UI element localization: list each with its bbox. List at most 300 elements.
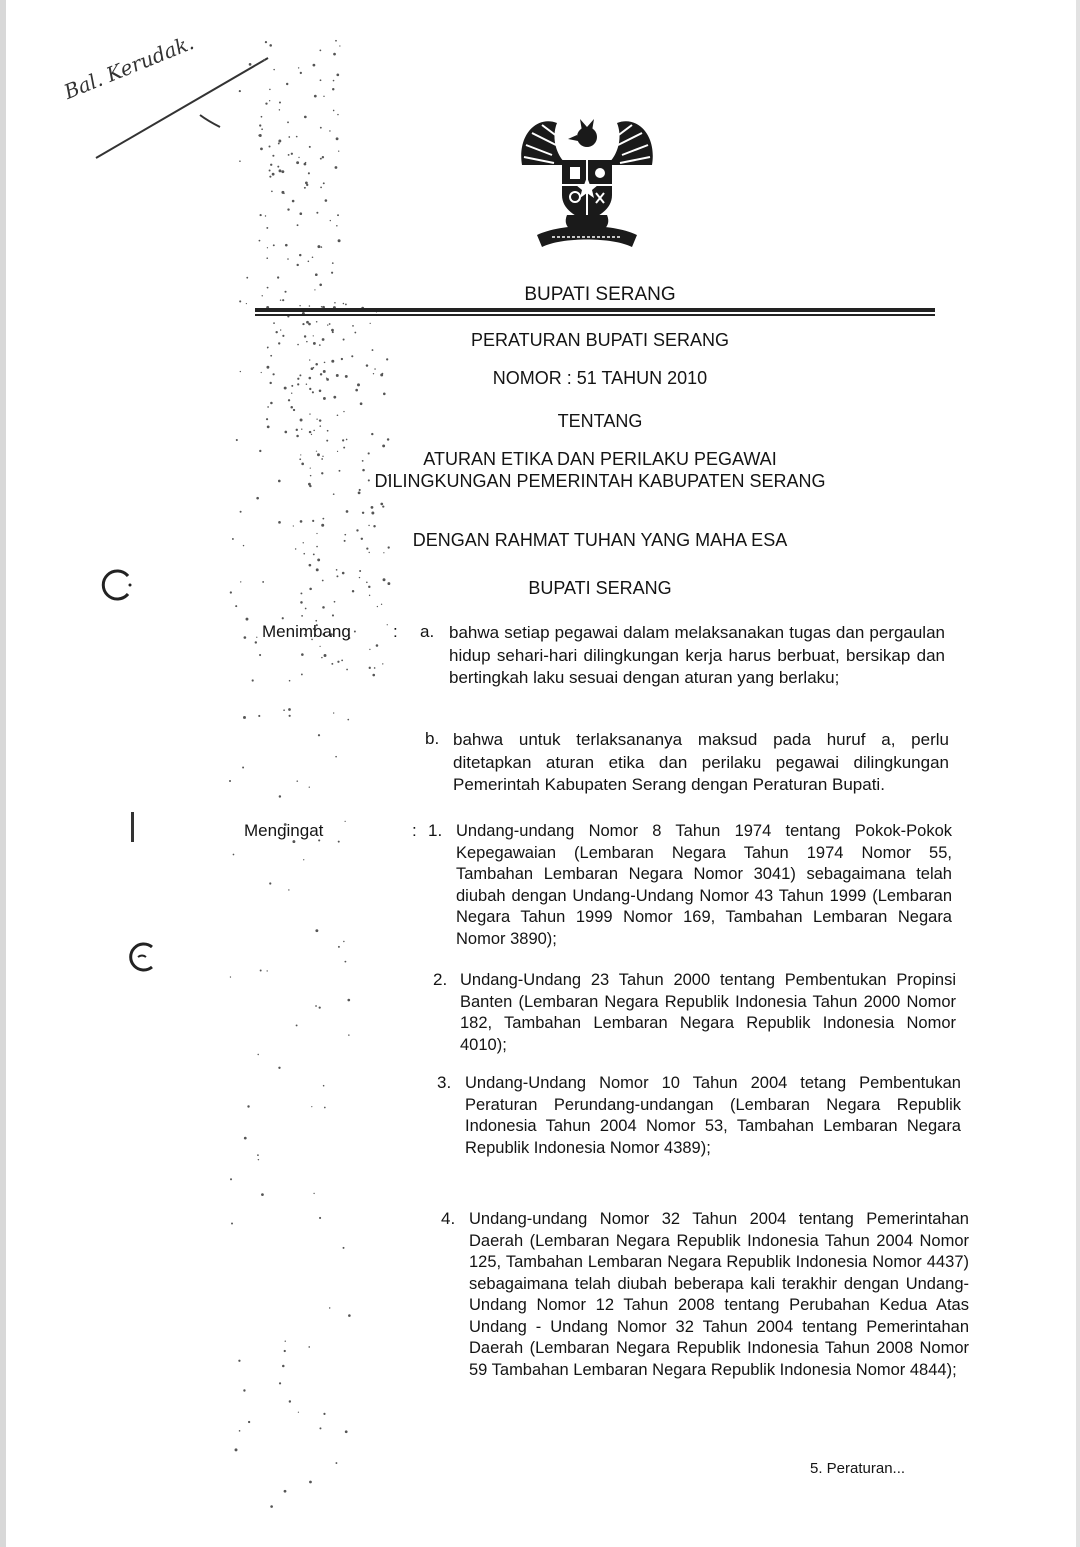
noise-speck: [292, 200, 295, 203]
noise-speck: [230, 1178, 232, 1180]
subject-line-2: DILINGKUNGAN PEMERINTAH KABUPATEN SERANG: [374, 471, 826, 491]
noise-speck: [291, 385, 293, 387]
noise-speck: [354, 631, 356, 633]
noise-speck: [265, 41, 267, 43]
noise-speck: [257, 1154, 259, 1156]
noise-speck: [299, 254, 301, 256]
noise-speck: [282, 299, 284, 301]
noise-speck: [312, 520, 314, 522]
noise-speck: [259, 240, 261, 242]
noise-speck: [291, 393, 292, 394]
noise-speck: [285, 244, 288, 247]
remembering-item-2: Undang-Undang 23 Tahun 2000 tentang Pembentukan Propinsi Banten (Lembaran Negara Republik Indonesia Tahun 2000 Nomor 182, Tambahan Lembaran Negara Republik Indonesia Nomor 4010);: [460, 971, 956, 1054]
garuda-emblem-icon: [512, 105, 662, 255]
noise-speck: [303, 553, 305, 555]
noise-speck: [341, 659, 343, 661]
noise-speck: [265, 103, 267, 105]
noise-speck: [319, 1217, 321, 1219]
noise-speck: [366, 364, 368, 366]
noise-speck: [316, 568, 319, 571]
considering-item-a: bahwa setiap pegawai dalam melaksanakan tugas dan pergaulan hidup sehari-hari dilingkungan kerja harus berbuat, bersikap dan bertingkah laku sesuai dengan aturan yang berlaku;: [449, 623, 945, 687]
noise-speck: [333, 110, 335, 112]
noise-speck: [289, 1400, 291, 1402]
noise-speck: [297, 224, 299, 226]
noise-speck: [279, 109, 280, 110]
noise-speck: [322, 518, 324, 520]
noise-speck: [278, 1067, 280, 1069]
noise-speck: [267, 346, 269, 348]
considering-marker-a: a.: [420, 622, 435, 641]
noise-speck: [248, 1421, 250, 1423]
noise-speck: [244, 636, 247, 639]
noise-speck: [279, 1382, 281, 1384]
noise-speck: [299, 212, 302, 215]
noise-speck: [256, 637, 257, 638]
noise-speck: [335, 756, 337, 758]
noise-speck: [371, 512, 374, 515]
noise-speck: [332, 614, 334, 616]
noise-speck: [309, 359, 310, 360]
noise-speck: [343, 1247, 345, 1249]
noise-speck: [319, 49, 321, 51]
noise-speck: [317, 245, 320, 248]
noise-speck: [383, 393, 386, 396]
noise-speck: [323, 1413, 325, 1415]
noise-speck: [300, 72, 302, 74]
noise-speck: [346, 439, 348, 441]
noise-speck: [269, 145, 271, 147]
remembering-marker-2: 2.: [433, 970, 448, 989]
noise-speck: [230, 591, 232, 593]
noise-speck: [374, 667, 376, 669]
noise-speck: [326, 440, 328, 442]
noise-speck: [315, 363, 318, 366]
noise-speck: [255, 641, 257, 643]
noise-speck: [323, 397, 326, 400]
noise-speck: [297, 264, 299, 266]
noise-speck: [233, 854, 235, 856]
noise-speck: [303, 859, 304, 860]
noise-speck: [319, 646, 320, 647]
blessing-line: DENGAN RAHMAT TUHAN YANG MAHA ESA: [412, 530, 788, 550]
noise-speck: [271, 190, 273, 192]
regulation-title: PERATURAN BUPATI SERANG: [470, 330, 730, 350]
noise-speck: [308, 1346, 310, 1348]
noise-speck: [371, 433, 373, 435]
noise-speck: [296, 780, 298, 782]
noise-speck: [313, 553, 315, 555]
noise-speck: [332, 262, 334, 264]
noise-speck: [285, 1341, 286, 1342]
remembering-colon: :: [412, 821, 417, 840]
noise-speck: [260, 214, 262, 216]
noise-speck: [282, 617, 284, 619]
noise-speck: [382, 505, 384, 507]
noise-speck: [238, 1360, 240, 1362]
noise-speck: [320, 127, 322, 129]
remembering-marker-3: 3.: [437, 1073, 452, 1092]
noise-speck: [265, 215, 266, 216]
noise-speck: [240, 581, 241, 582]
noise-speck: [269, 44, 272, 47]
noise-speck: [336, 74, 339, 77]
noise-speck: [333, 712, 334, 713]
noise-speck: [270, 164, 272, 166]
noise-speck: [368, 525, 369, 526]
noise-speck: [296, 161, 299, 164]
noise-speck: [306, 321, 309, 324]
noise-speck: [242, 767, 244, 769]
considering-marker-b: b.: [425, 729, 440, 748]
noise-speck: [352, 325, 354, 327]
noise-speck: [311, 434, 312, 435]
noise-speck: [295, 548, 296, 549]
noise-speck: [282, 1365, 284, 1367]
noise-speck: [272, 373, 274, 375]
noise-speck: [329, 130, 330, 131]
noise-speck: [373, 525, 375, 527]
noise-speck: [347, 719, 349, 721]
noise-speck: [239, 1430, 241, 1432]
noise-speck: [346, 669, 348, 671]
noise-speck: [288, 154, 290, 156]
noise-speck: [324, 654, 327, 657]
noise-speck: [252, 679, 254, 681]
noise-speck: [288, 136, 290, 138]
noise-speck: [293, 409, 295, 411]
noise-speck: [289, 715, 291, 717]
noise-speck: [359, 570, 361, 572]
noise-speck: [236, 439, 238, 441]
noise-speck: [259, 450, 261, 452]
noise-speck: [288, 889, 289, 890]
about-label: TENTANG: [557, 411, 643, 431]
noise-speck: [315, 273, 318, 276]
noise-speck: [313, 1193, 314, 1194]
noise-speck: [347, 999, 350, 1002]
noise-speck: [243, 716, 246, 719]
noise-speck: [339, 45, 340, 46]
noise-speck: [260, 970, 262, 972]
noise-speck: [298, 1412, 299, 1413]
noise-speck: [362, 512, 364, 514]
noise-speck: [333, 53, 336, 56]
noise-speck: [336, 569, 338, 571]
noise-speck: [259, 124, 261, 126]
noise-speck: [259, 654, 261, 656]
noise-speck: [338, 151, 339, 152]
noise-speck: [229, 780, 231, 782]
noise-speck: [387, 438, 389, 440]
noise-speck: [369, 649, 370, 650]
noise-speck: [287, 121, 289, 123]
noise-speck: [279, 795, 281, 797]
noise-speck: [341, 358, 343, 360]
noise-speck: [309, 786, 310, 787]
noise-speck: [246, 618, 249, 621]
noise-speck: [377, 606, 378, 607]
noise-speck: [261, 116, 263, 118]
noise-speck: [321, 657, 322, 658]
noise-speck: [337, 214, 339, 216]
noise-speck: [301, 674, 303, 676]
noise-speck: [322, 156, 324, 158]
noise-speck: [246, 277, 248, 279]
noise-speck: [296, 435, 299, 438]
noise-speck: [284, 1350, 286, 1352]
noise-speck: [387, 624, 388, 625]
noise-speck: [269, 382, 271, 384]
considering-item-b: bahwa untuk terlaksananya maksud pada huruf a, perlu ditetapkan aturan etika dan perilaku pegawai dilingkungan Pemerintah Kabupaten Serang dengan Peraturan Bupati.: [453, 730, 949, 794]
noise-speck: [319, 1427, 321, 1429]
remembering-item-4: Undang-undang Nomor 32 Tahun 2004 tentang Pemerintahan Daerah (Lembaran Negara Republik Indonesia Tahun 2004 Nomor 125, Tambahan Lembaran Negara Republik Indonesia Nomor 4437) sebagaimana telah diubah beberapa kali terakhir dengan Undang-Undang Nomor 12 Tahun 2008 tentang Perubahan Kedua Atas Undang - Undang Nomor 32 Tahun 2004 tentang Pemerintahan Daerah (Lembaran Negara Republik Indonesia Tahun 2008 Nomor 59 Tambahan Lembaran Negara Republik Indonesia Nomor 4844);: [469, 1210, 969, 1379]
noise-speck: [312, 257, 314, 259]
noise-speck: [333, 493, 335, 495]
noise-speck: [348, 1314, 351, 1317]
noise-speck: [243, 545, 244, 546]
noise-speck: [284, 291, 286, 293]
noise-speck: [282, 335, 284, 337]
noise-speck: [335, 166, 338, 169]
noise-speck: [286, 83, 288, 85]
remembering-label: Mengingat: [244, 821, 324, 840]
noise-speck: [272, 173, 275, 176]
noise-speck: [302, 323, 304, 325]
noise-speck: [258, 1159, 259, 1160]
noise-speck: [269, 100, 270, 101]
noise-speck: [323, 182, 325, 184]
noise-speck: [314, 95, 317, 98]
noise-speck: [331, 360, 334, 363]
noise-speck: [338, 841, 340, 843]
noise-speck: [297, 344, 299, 346]
noise-speck: [343, 941, 344, 942]
remembering-marker-1: 1.: [428, 821, 443, 840]
noise-speck: [239, 90, 241, 92]
noise-speck: [335, 1462, 337, 1464]
noise-speck: [283, 709, 285, 711]
noise-speck: [230, 976, 231, 977]
noise-speck: [261, 1193, 264, 1196]
noise-speck: [284, 387, 287, 390]
noise-speck: [269, 89, 271, 91]
noise-speck: [298, 67, 299, 68]
noise-speck: [279, 101, 281, 103]
noise-speck: [336, 575, 338, 577]
noise-speck: [301, 615, 303, 617]
noise-speck: [280, 299, 281, 300]
noise-speck: [381, 604, 382, 605]
noise-speck: [300, 601, 303, 604]
noise-speck: [262, 295, 263, 296]
noise-speck: [270, 355, 272, 357]
noise-speck: [278, 140, 281, 143]
noise-speck: [281, 170, 284, 173]
noise-speck: [323, 96, 324, 97]
noise-speck: [370, 323, 371, 324]
noise-speck: [278, 342, 280, 344]
noise-speck: [369, 552, 370, 553]
remembering-item-1: Undang-undang Nomor 8 Tahun 1974 tentang Pokok-Pokok Kepegawaian (Lembaran Negara Tahun 1974 Nomor 55, Tambahan Lembaran Negara Nomor 3041) sebagaimana telah diubah dengan Undang-Undang Nomor 43 Tahun 1999 (Lembaran Negara Tahun 1999 Nomor 169, Tambahan Lembaran Negara Nomor 3890);: [456, 822, 952, 948]
noise-speck: [342, 572, 345, 575]
noise-speck: [330, 220, 331, 221]
noise-speck: [304, 116, 307, 119]
noise-speck: [318, 734, 320, 736]
noise-speck: [372, 674, 375, 677]
noise-speck: [376, 644, 379, 647]
noise-speck: [319, 1007, 321, 1009]
noise-speck: [258, 715, 260, 717]
noise-speck: [301, 653, 304, 656]
noise-speck: [324, 362, 326, 364]
noise-speck: [262, 581, 264, 583]
regulation-number: NOMOR : 51 TAHUN 2010: [492, 368, 708, 388]
noise-speck: [263, 59, 265, 61]
noise-speck: [348, 1034, 349, 1035]
noise-speck: [335, 40, 337, 42]
noise-speck: [270, 1505, 273, 1508]
noise-speck: [247, 1105, 249, 1107]
noise-speck: [315, 1005, 317, 1007]
noise-speck: [331, 663, 333, 665]
noise-speck: [273, 322, 275, 324]
noise-speck: [261, 372, 262, 373]
noise-speck: [296, 136, 298, 138]
noise-speck: [337, 661, 339, 663]
noise-speck: [351, 355, 353, 357]
noise-speck: [240, 371, 241, 372]
noise-speck: [320, 158, 322, 160]
noise-speck: [300, 520, 303, 523]
noise-speck: [289, 680, 291, 682]
noise-speck: [333, 80, 335, 82]
noise-speck: [323, 1085, 325, 1087]
noise-speck: [293, 525, 294, 526]
noise-speck: [342, 439, 344, 441]
noise-speck: [235, 1448, 238, 1451]
noise-speck: [284, 431, 287, 434]
noise-speck: [278, 143, 280, 145]
remembering-item-3: Undang-Undang Nomor 10 Tahun 2004 tetang Pembentukan Peraturan Perundang-undangan (Lembaran Negara Republik Indonesia Tahun 2004 Nomor 53, Tambahan Lembaran Negara Republik Indonesia Nomor 4389);: [465, 1074, 961, 1157]
noise-speck: [312, 391, 314, 393]
noise-speck: [308, 172, 310, 174]
noise-speck: [269, 169, 271, 171]
noise-speck: [266, 366, 269, 369]
noise-speck: [270, 402, 273, 405]
noise-speck: [281, 191, 284, 194]
noise-speck: [338, 239, 341, 242]
noise-speck: [243, 1389, 245, 1391]
noise-speck: [321, 246, 323, 248]
noise-speck: [382, 444, 385, 447]
noise-speck: [256, 497, 259, 500]
considering-colon: :: [393, 622, 398, 641]
noise-speck: [334, 601, 336, 603]
noise-speck: [309, 146, 311, 148]
noise-speck: [338, 946, 340, 948]
noise-speck: [272, 155, 274, 157]
noise-speck: [239, 300, 241, 302]
noise-speck: [278, 521, 281, 524]
noise-speck: [320, 187, 322, 189]
noise-speck: [386, 358, 388, 360]
noise-speck: [280, 329, 281, 330]
noise-speck: [291, 153, 293, 155]
noise-speck: [273, 244, 275, 246]
noise-speck: [333, 396, 336, 399]
noise-speck: [257, 1054, 258, 1055]
noise-speck: [261, 128, 263, 130]
noise-speck: [267, 425, 270, 428]
noise-speck: [345, 821, 346, 822]
noise-speck: [309, 1481, 312, 1484]
noise-speck: [267, 406, 269, 408]
noise-speck: [246, 303, 247, 304]
noise-speck: [317, 558, 320, 561]
noise-speck: [383, 552, 384, 553]
noise-speck: [327, 324, 328, 325]
noise-speck: [266, 257, 268, 259]
noise-speck: [305, 608, 307, 610]
issuer-heading: BUPATI SERANG: [524, 284, 676, 305]
noise-speck: [232, 538, 234, 540]
noise-speck: [267, 970, 268, 971]
noise-speck: [277, 166, 279, 168]
noise-speck: [239, 160, 241, 162]
noise-speck: [287, 258, 289, 260]
noise-speck: [290, 406, 293, 409]
noise-speck: [322, 606, 325, 609]
noise-speck: [305, 162, 306, 163]
noise-speck: [304, 187, 306, 189]
noise-speck: [332, 88, 334, 90]
noise-speck: [346, 510, 349, 513]
noise-speck: [308, 260, 310, 262]
noise-speck: [329, 323, 331, 325]
noise-speck: [382, 663, 383, 664]
noise-speck: [278, 480, 281, 483]
subject-line-1: ATURAN ETIKA DAN PERILAKU PEGAWAI: [423, 449, 777, 469]
noise-speck: [269, 176, 271, 178]
noise-speck: [345, 1430, 348, 1433]
noise-speck: [240, 511, 242, 513]
noise-speck: [288, 399, 290, 401]
noise-speck: [287, 208, 289, 210]
noise-speck: [298, 157, 299, 158]
noise-speck: [355, 389, 358, 392]
noise-speck: [325, 199, 328, 202]
noise-speck: [309, 564, 312, 567]
noise-speck: [244, 1137, 247, 1140]
noise-speck: [273, 69, 274, 70]
noise-speck: [259, 134, 262, 137]
noise-speck: [235, 605, 237, 607]
header-rule-thick: [255, 308, 935, 312]
noise-speck: [267, 287, 269, 289]
noise-speck: [320, 79, 322, 81]
noise-speck: [267, 247, 268, 248]
noise-speck: [260, 147, 263, 150]
noise-speck: [380, 503, 383, 506]
noise-speck: [305, 181, 308, 184]
noise-speck: [313, 64, 316, 67]
noise-speck: [331, 272, 333, 274]
noise-speck: [275, 331, 277, 333]
noise-speck: [231, 1223, 233, 1225]
noise-speck: [277, 276, 279, 278]
remembering-marker-4: 4.: [441, 1209, 456, 1228]
noise-speck: [266, 418, 268, 420]
